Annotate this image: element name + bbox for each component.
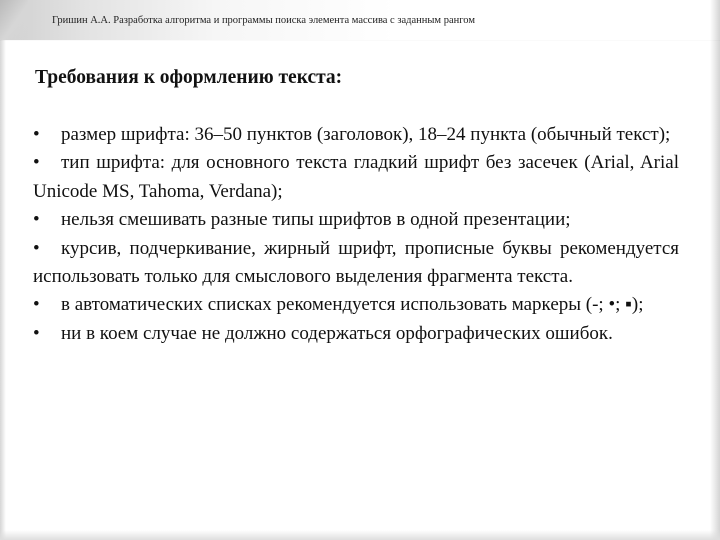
list-item-text: курсив, подчеркивание, жирный шрифт, прописные буквы рекомендуется использовать только для смыслового выделения фрагмента текста. <box>33 237 679 288</box>
list-item-text: размер шрифта: 36–50 пунктов (заголовок), 18–24 пункта (обычный текст); <box>61 124 671 145</box>
bullet-icon: • <box>33 322 40 344</box>
bullet-list <box>33 121 679 348</box>
list-item <box>33 149 679 206</box>
list-item-text: ни в коем случае не должно содержаться орфографических ошибок. <box>61 322 613 344</box>
slide-frame-right <box>710 0 720 540</box>
bullet-icon: • <box>33 209 40 231</box>
list-item <box>33 206 679 234</box>
slide-frame-bottom <box>0 530 720 540</box>
list-item <box>33 121 679 149</box>
bullet-icon: • <box>33 237 40 259</box>
bullet-icon: • <box>33 294 40 316</box>
slide-frame-corner <box>0 0 28 40</box>
list-item-text: нельзя смешивать разные типы шрифтов в одной презентации; <box>61 209 571 231</box>
bullet-icon: • <box>33 152 40 174</box>
list-item-text: в автоматических списках рекомендуется использовать маркеры (-; •; ▪); <box>61 294 644 316</box>
slide-title: Требования к оформлению текста: <box>35 67 343 88</box>
slide-frame-left <box>0 40 6 540</box>
list-item <box>33 291 679 319</box>
list-item <box>33 235 679 292</box>
list-item <box>33 320 679 348</box>
slide-divider <box>0 40 720 41</box>
list-item-text: тип шрифта: для основного текста гладкий шрифт без засечек (Arial, Arial Unicode MS, Tahoma, Verdana); <box>33 152 679 202</box>
slide-header-text: Гришин А.А. Разработка алгоритма и программы поиска элемента массива с заданным рангом <box>52 15 475 26</box>
bullet-icon: • <box>33 124 40 145</box>
